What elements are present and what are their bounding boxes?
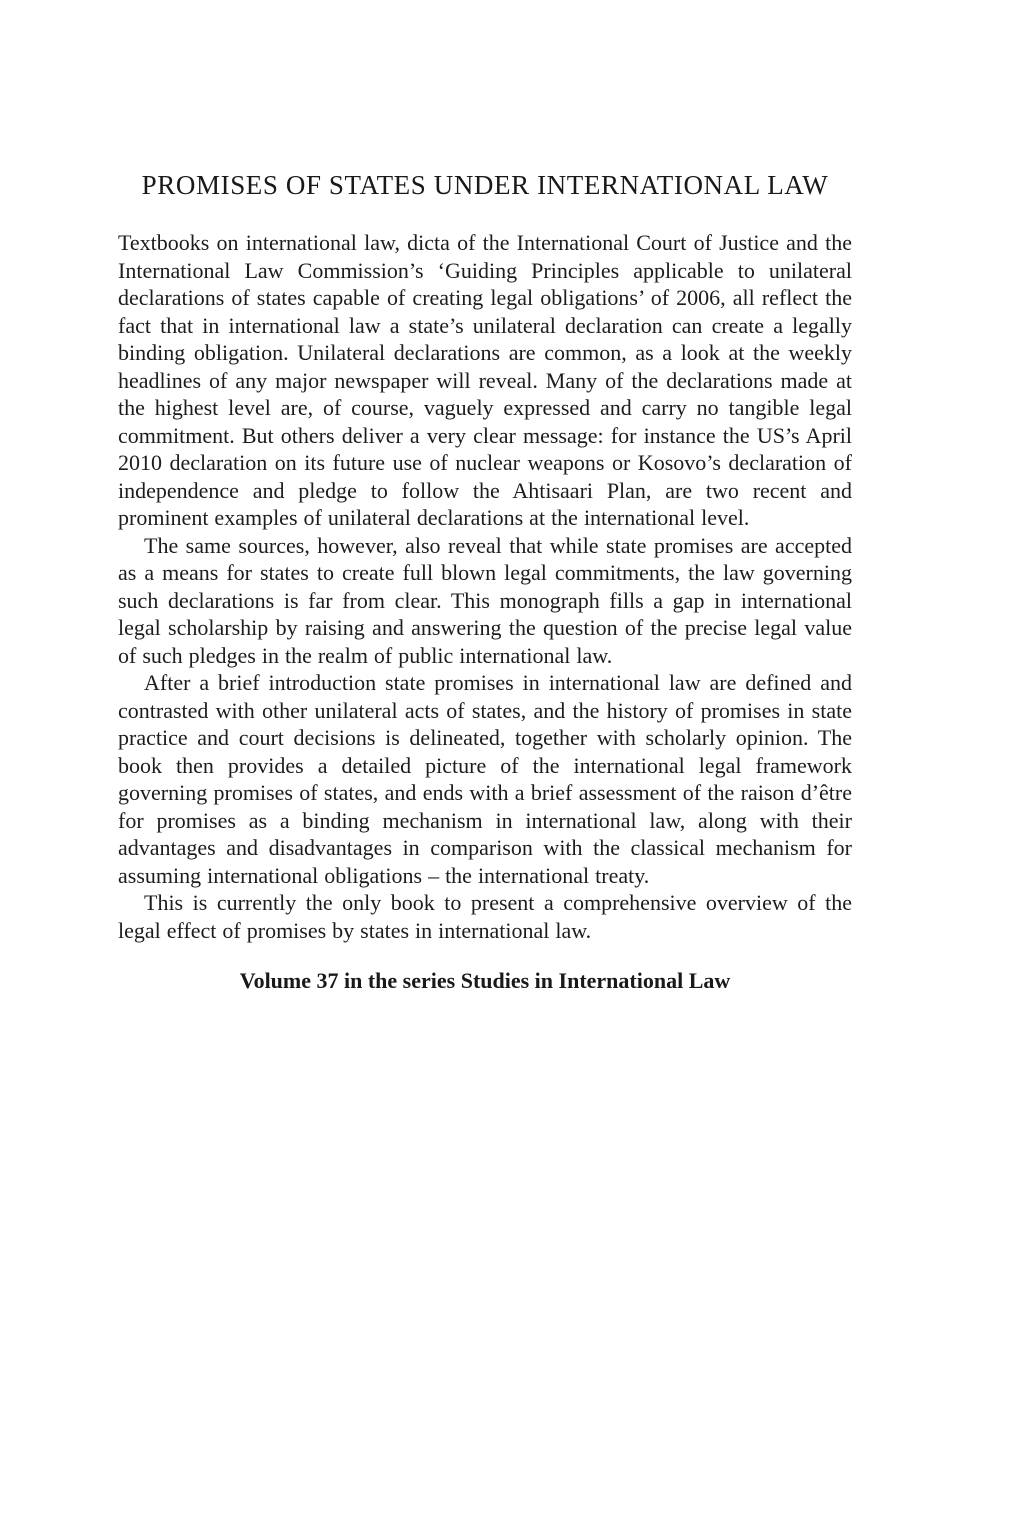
body-text xyxy=(118,229,852,944)
body-paragraph-3: After a brief introduction state promises in international law are defined and contrasted with other unilateral acts of states, and the history of promises in state practice and court decisions is delineated, together with scholarly opinion. The book then provides a detailed picture of the international legal framework governing promises of states, and ends with a brief assessment of the raison d’être for promises as a binding mechanism in international law, along with their advantages and disadvantages in comparison with the classical mechanism for assuming international obligations – the international treaty. xyxy=(118,670,852,888)
body-paragraph-1: Textbooks on international law, dicta of the International Court of Justice and the International Law Commission’s ‘Guiding Principles applicable to unilateral declarations of states capable of creating legal obligations’ of 2006, all reflect the fact that in international law a state’s unilateral declaration can create a legally binding obligation. Unilateral declarations are common, as a look at the weekly headlines of any major newspaper will reveal. Many of the declarations made at the highest level are, of course, vaguely expressed and carry no tangible legal commitment. But others deliver a very clear message: for instance the US’s April 2010 declaration on its future use of nuclear weapons or Kosovo’s declaration of independence and pledge to follow the Ahtisaari Plan, are two recent and prominent examples of unilateral declarations at the international level. xyxy=(118,230,852,530)
body-paragraph-4: This is currently the only book to present a comprehensive overview of the legal effect of promises by states in international law. xyxy=(118,890,852,943)
body-paragraph-2: The same sources, however, also reveal that while state promises are accepted as a means for states to create full blown legal commitments, the law governing such declarations is far from clear. This monograph fills a gap in international legal scholarship by raising and answering the question of the precise legal value of such pledges in the realm of public international law. xyxy=(118,532,852,668)
series-note: Volume 37 in the series Studies in International Law xyxy=(239,968,731,993)
page-title: PROMISES OF STATES UNDER INTERNATIONAL LAW xyxy=(141,170,829,200)
